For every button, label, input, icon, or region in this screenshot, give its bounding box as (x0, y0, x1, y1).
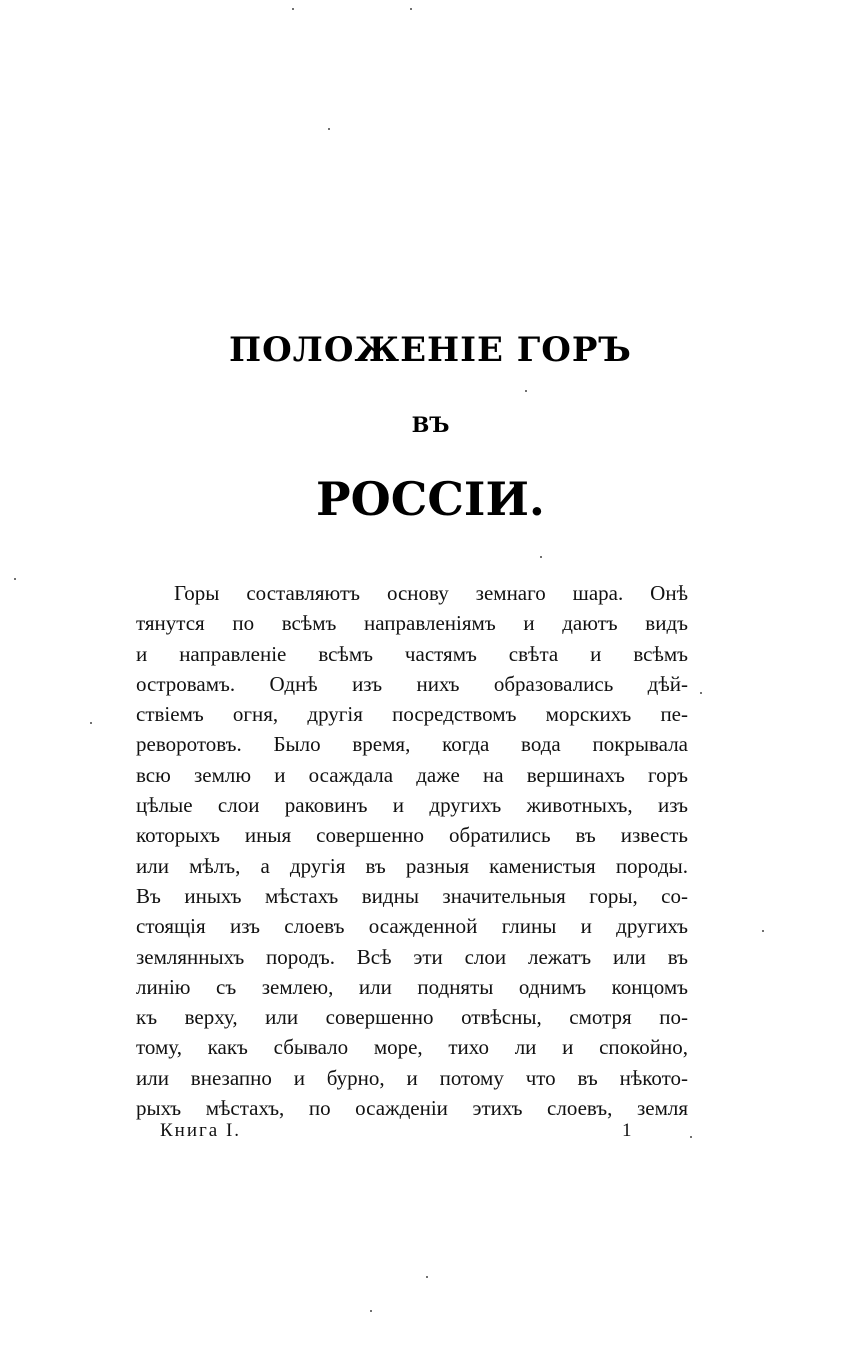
body-line: землянныхъ породъ. Всѣ эти слои лежатъ или въ (136, 944, 688, 969)
scan-speck (762, 930, 764, 932)
body-line: цѣлые слои раковинъ и другихъ животныхъ, изъ (136, 793, 688, 818)
body-line: и направленіе всѣмъ частямъ свѣта и всѣмъ (136, 641, 688, 666)
scan-speck (525, 390, 527, 392)
body-line: Горы составляютъ основу земнаго шара. Онѣ (174, 581, 688, 605)
body-line: всю землю и осаждала даже на вершинахъ горъ (136, 762, 688, 787)
body-line: которыхъ иныя совершенно обратились въ известь (136, 823, 688, 848)
body-text (136, 578, 688, 1123)
body-line: или мѣлъ, а другія въ разныя каменистыя породы. (136, 853, 688, 878)
body-line: тому, какъ сбывало море, тихо ли и спокойно, (136, 1035, 688, 1060)
signature-mark: Книга I. (160, 1120, 242, 1141)
body-line: или внезапно и бурно, и потому что въ нѣкото- (136, 1065, 688, 1090)
scan-speck (426, 1276, 428, 1278)
body-line: стоящія изъ слоевъ осажденной глины и другихъ (136, 914, 688, 939)
scan-speck (292, 8, 294, 10)
body-line: островамъ. Однѣ изъ нихъ образовались дѣй- (136, 671, 688, 696)
scan-speck (410, 8, 412, 10)
scan-speck (540, 556, 542, 558)
title-line-2: ВЪ (411, 412, 450, 437)
title-line-1: ПОЛОЖЕНІЕ ГОРЪ (229, 330, 632, 370)
scan-speck (700, 692, 702, 694)
body-line: рыхъ мѣстахъ, по осажденіи этихъ слоевъ, земля (136, 1096, 688, 1121)
scan-speck (370, 1310, 372, 1312)
body-line: къ верху, или совершенно отвѣсны, смотря по- (136, 1005, 688, 1030)
body-line: реворотовъ. Было время, когда вода покрывала (136, 732, 688, 757)
body-line: тянутся по всѣмъ направленіямъ и даютъ видъ (136, 611, 688, 636)
title-line-3: РОССІИ. (316, 472, 545, 526)
scan-speck (690, 1136, 692, 1138)
body-line: Въ иныхъ мѣстахъ видны значительныя горы, со- (136, 883, 688, 908)
scan-speck (328, 128, 330, 130)
page-number: 1 (622, 1120, 634, 1141)
scan-speck (90, 722, 92, 724)
body-line: ствіемъ огня, другія посредствомъ морскихъ пе- (136, 702, 688, 727)
body-line: линію съ землею, или подняты однимъ концомъ (136, 974, 688, 999)
scan-speck (14, 578, 16, 580)
